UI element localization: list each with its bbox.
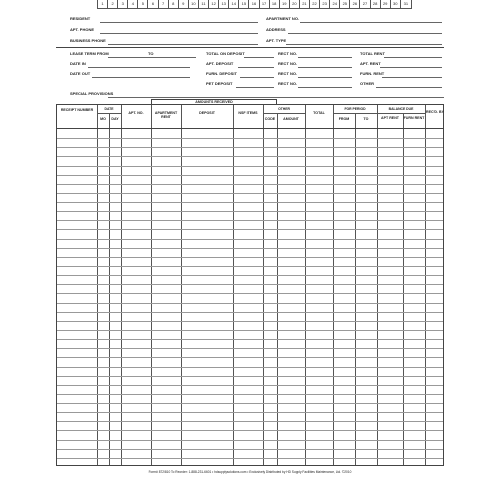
furn-deposit-field[interactable] [206, 71, 274, 79]
lease-term-from-label: LEASE TERM FROM [70, 51, 109, 56]
table-row[interactable] [57, 257, 443, 258]
day-cell: 7 [159, 0, 169, 8]
table-row[interactable] [57, 229, 443, 230]
table-row[interactable] [57, 321, 443, 322]
table-row[interactable] [57, 440, 443, 441]
day-cell: 15 [239, 0, 249, 8]
table-row[interactable] [57, 430, 443, 431]
table-row[interactable] [57, 138, 443, 139]
table-row[interactable] [57, 147, 443, 148]
table-row[interactable] [57, 202, 443, 203]
day-number-strip [97, 0, 412, 9]
day-cell: 18 [270, 0, 280, 8]
form-footer: Form# 872/810 To Reorder: 1-888-231-6601 • hdsupplysolutions.com • Exclusively Distributed by HD Supply Facilities Maintenance, Ltd. ©2010 [148, 470, 352, 474]
table-row[interactable] [57, 458, 443, 459]
total-on-deposit-field[interactable] [206, 51, 274, 59]
table-row[interactable] [57, 239, 443, 240]
table-row[interactable] [57, 303, 443, 304]
day-cell: 2 [108, 0, 118, 8]
rect-no-label-2: RECT NO. [278, 61, 298, 66]
mo-header: MO [100, 117, 106, 121]
rect-no-field-2[interactable] [278, 61, 352, 69]
business-phone-field[interactable] [70, 38, 258, 46]
rect-no-field-3[interactable] [278, 71, 352, 79]
date-out-label: DATE OUT [70, 71, 91, 76]
table-row[interactable] [57, 193, 443, 194]
table-row[interactable] [57, 184, 443, 185]
table-row[interactable] [57, 394, 443, 395]
table-row[interactable] [57, 403, 443, 404]
table-row[interactable] [57, 220, 443, 221]
amount-header: AMOUNT [283, 117, 299, 121]
for-period-header: FOR PERIOD [344, 107, 366, 111]
table-row[interactable] [57, 421, 443, 422]
table-row[interactable] [57, 166, 443, 167]
day-cell: 9 [179, 0, 189, 8]
date-out-field[interactable] [70, 71, 190, 79]
receipt-number-header: RECEIPT NUMBER [60, 108, 94, 112]
table-row[interactable] [57, 175, 443, 176]
rect-no-field-4[interactable] [278, 81, 352, 89]
furn-rent-label: FURN. RENT [360, 71, 385, 76]
date-header: DATE [104, 107, 114, 111]
header-divider [56, 47, 444, 48]
day-cell: 19 [280, 0, 290, 8]
apartment-rent-header: APARTMENT RENT [154, 111, 178, 119]
day-cell: 21 [300, 0, 310, 8]
table-row[interactable] [57, 312, 443, 313]
code-header: CODE [264, 117, 276, 121]
day-cell: 5 [138, 0, 148, 8]
day-cell: 16 [249, 0, 259, 8]
to-header: TO [363, 117, 369, 121]
total-header: TOTAL [313, 111, 325, 115]
total-on-deposit-label: TOTAL ON DEPOSIT [206, 51, 245, 56]
table-row[interactable] [57, 367, 443, 368]
table-row[interactable] [57, 293, 443, 294]
total-rent-label: TOTAL RENT [360, 51, 385, 56]
day-cell: 30 [391, 0, 401, 8]
table-row[interactable] [57, 376, 443, 377]
resident-label: RESIDENT [70, 16, 91, 21]
apt-phone-field[interactable] [70, 27, 258, 35]
table-row[interactable] [57, 348, 443, 349]
apartment-no-field[interactable] [266, 16, 442, 24]
day-cell: 8 [169, 0, 179, 8]
apt-rent-label: APT. RENT [360, 61, 381, 66]
day-cell: 12 [209, 0, 219, 8]
table-row[interactable] [57, 330, 443, 331]
business-phone-label: BUSINESS PHONE [70, 38, 106, 43]
deposit-header: DEPOSIT [199, 111, 215, 115]
other-label: OTHER [360, 81, 374, 86]
pet-deposit-field[interactable] [206, 81, 274, 89]
day-cell: 4 [128, 0, 138, 8]
apt-no-header: APT. NO. [128, 111, 144, 115]
pet-deposit-label: PET DEPOSIT [206, 81, 233, 86]
furn-rent-header: FURN RENT [403, 116, 425, 120]
day-cell: 10 [189, 0, 199, 8]
ledger-table [56, 100, 445, 466]
amounts-received-header: AMOUNTS RECEIVED [151, 99, 277, 104]
day-cell: 25 [340, 0, 350, 8]
apt-rent-field[interactable] [360, 61, 442, 69]
lease-term-from-field[interactable] [70, 51, 160, 59]
from-header: FROM [338, 117, 350, 121]
day-cell: 3 [118, 0, 128, 8]
day-cell: 23 [320, 0, 330, 8]
rect-no-label-1: RECT NO. [278, 51, 298, 56]
day-cell: 13 [219, 0, 229, 8]
apt-rent-header: APT RENT [381, 116, 399, 120]
lease-term-to-field[interactable] [148, 51, 196, 59]
table-row[interactable] [57, 412, 443, 413]
date-in-field[interactable] [70, 61, 190, 69]
date-in-label: DATE IN [70, 61, 86, 66]
apt-deposit-label: APT. DEPOSIT [206, 61, 234, 66]
apartment-no-label: APARTMENT NO. [266, 16, 300, 21]
apt-type-label: APT. TYPE [266, 38, 287, 43]
table-row[interactable] [57, 449, 443, 450]
table-row[interactable] [57, 357, 443, 358]
nsf-items-header: NSF ITEMS [238, 111, 258, 115]
table-row[interactable] [57, 156, 443, 157]
day-cell: 27 [360, 0, 370, 8]
table-row[interactable] [57, 284, 443, 285]
other-field[interactable] [360, 81, 442, 89]
table-row[interactable] [57, 266, 443, 267]
day-cell: 22 [310, 0, 320, 8]
day-cell: 31 [403, 1, 409, 6]
day-cell: 26 [350, 0, 360, 8]
table-row[interactable] [57, 248, 443, 249]
table-row[interactable] [57, 211, 443, 212]
day-cell: 20 [290, 0, 300, 8]
apt-deposit-field[interactable] [206, 61, 274, 69]
resident-field[interactable] [70, 16, 258, 24]
apt-type-field[interactable] [266, 38, 442, 46]
day-cell: 1 [98, 0, 108, 8]
table-row[interactable] [57, 385, 443, 386]
rent-record-form [56, 0, 444, 500]
day-cell: 17 [260, 0, 270, 8]
recd-by-header: REC'D. BY [425, 110, 445, 114]
special-provisions-label: SPECIAL PROVISIONS [70, 91, 114, 96]
day-cell: 24 [330, 0, 340, 8]
apt-phone-label: APT. PHONE [70, 27, 95, 32]
day-header: DAY [111, 117, 119, 121]
balance-due-header: BALANCE DUE [388, 107, 414, 111]
address-label: ADDRESS [266, 27, 286, 32]
day-cell: 6 [148, 0, 158, 8]
rect-no-label-3: RECT NO. [278, 71, 298, 76]
rect-no-field-1[interactable] [278, 51, 352, 59]
day-cell: 14 [229, 0, 239, 8]
table-row[interactable] [57, 339, 443, 340]
day-cell: 29 [381, 0, 391, 8]
day-cell: 11 [199, 0, 209, 8]
furn-rent-field[interactable] [360, 71, 442, 79]
rect-no-label-4: RECT NO. [278, 81, 298, 86]
ledger-rows[interactable] [57, 129, 443, 465]
special-provisions-field[interactable] [70, 91, 444, 99]
address-field[interactable] [266, 27, 442, 35]
day-cell: 28 [371, 0, 381, 8]
lease-term-to-label: TO [148, 51, 154, 56]
table-row[interactable] [57, 275, 443, 276]
total-rent-field[interactable] [360, 51, 442, 59]
furn-deposit-label: FURN. DEPOSIT [206, 71, 237, 76]
other-group-header: OTHER [278, 107, 290, 111]
